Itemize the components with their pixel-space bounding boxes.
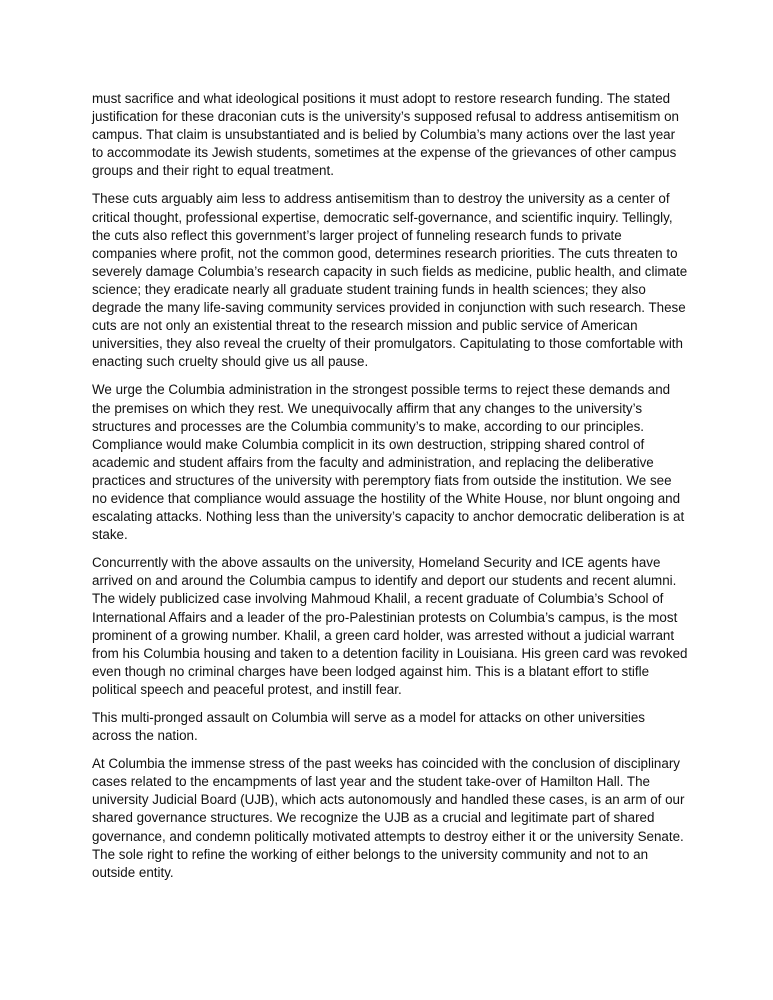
paragraph-urge-administration: We urge the Columbia administration in the strongest possible terms to reject these demands and the premises on which they rest. We unequivocally affirm that any changes to the university’s structures and processes are the Columbia community’s to make, according to our principles. Compliance would make Columbia complicit in its own destruction, stripping shared control of academic and student affairs from the faculty and administration, and replacing the deliberative practices and structures of the university with peremptory fiats from outside the institution. We see no evidence that compliance would assuage the hostility of the White House, nor blunt ongoing and escalating attacks. Nothing less than the university’s capacity to anchor democratic deliberation is at stake. xyxy=(92,382,685,543)
document-page xyxy=(92,90,688,892)
paragraph-cuts-aim: These cuts arguably aim less to address antisemitism than to destroy the university as a center of critical thought, professional expertise, democratic self-governance, and scientific inquiry. Tellingly, the cuts also reflect this government’s larger project of funneling research funds to private companies where profit, not the common good, determines research priorities. The cuts threaten to severely damage Columbia’s research capacity in such fields as medicine, public health, and climate science; they eradicate nearly all graduate student training funds in health sciences; they also degrade the many life-saving community services provided in conjunction with such research. These cuts are not only an existential threat to the research mission and public service of American universities, they also reveal the cruelty of their promulgators. Capitulating to those comfortable with enacting such cruelty should give us all pause. xyxy=(92,191,688,370)
paragraph-research-funding: must sacrifice and what ideological positions it must adopt to restore research funding. The stated justification for these draconian cuts is the university’s supposed refusal to address antisemitism on campus. That claim is unsubstantiated and is belied by Columbia’s many actions over the last year to accommodate its Jewish students, sometimes at the expense of the grievances of other campus groups and their right to equal treatment. xyxy=(92,91,680,179)
paragraph-model-for-attacks: This multi-pronged assault on Columbia will serve as a model for attacks on other universities across the nation. xyxy=(92,710,645,744)
paragraph-judicial-board: At Columbia the immense stress of the past weeks has coincided with the conclusion of disciplinary cases related to the encampments of last year and the student take-over of Hamilton Hall. The university Judicial Board (UJB), which acts autonomously and handled these cases, is an arm of our shared governance structures. We recognize the UJB as a crucial and legitimate part of shared governance, and condemn politically motivated attempts to destroy either it or the university Senate. The sole right to refine the working of either belongs to the university community and not to an outside entity. xyxy=(92,756,685,880)
paragraph-ice-agents: Concurrently with the above assaults on the university, Homeland Security and ICE agents have arrived on and around the Columbia campus to identify and deport our students and recent alumni. The widely publicized case involving Mahmoud Khalil, a recent graduate of Columbia’s School of International Affairs and a leader of the pro-Palestinian protests on Columbia’s campus, is the most prominent of a growing number. Khalil, a green card holder, was arrested without a judicial warrant from his Columbia housing and taken to a detention facility in Louisiana. His green card was revoked even though no criminal charges have been lodged against him. This is a blatant effort to stifle political speech and peaceful protest, and instill fear. xyxy=(92,555,688,697)
